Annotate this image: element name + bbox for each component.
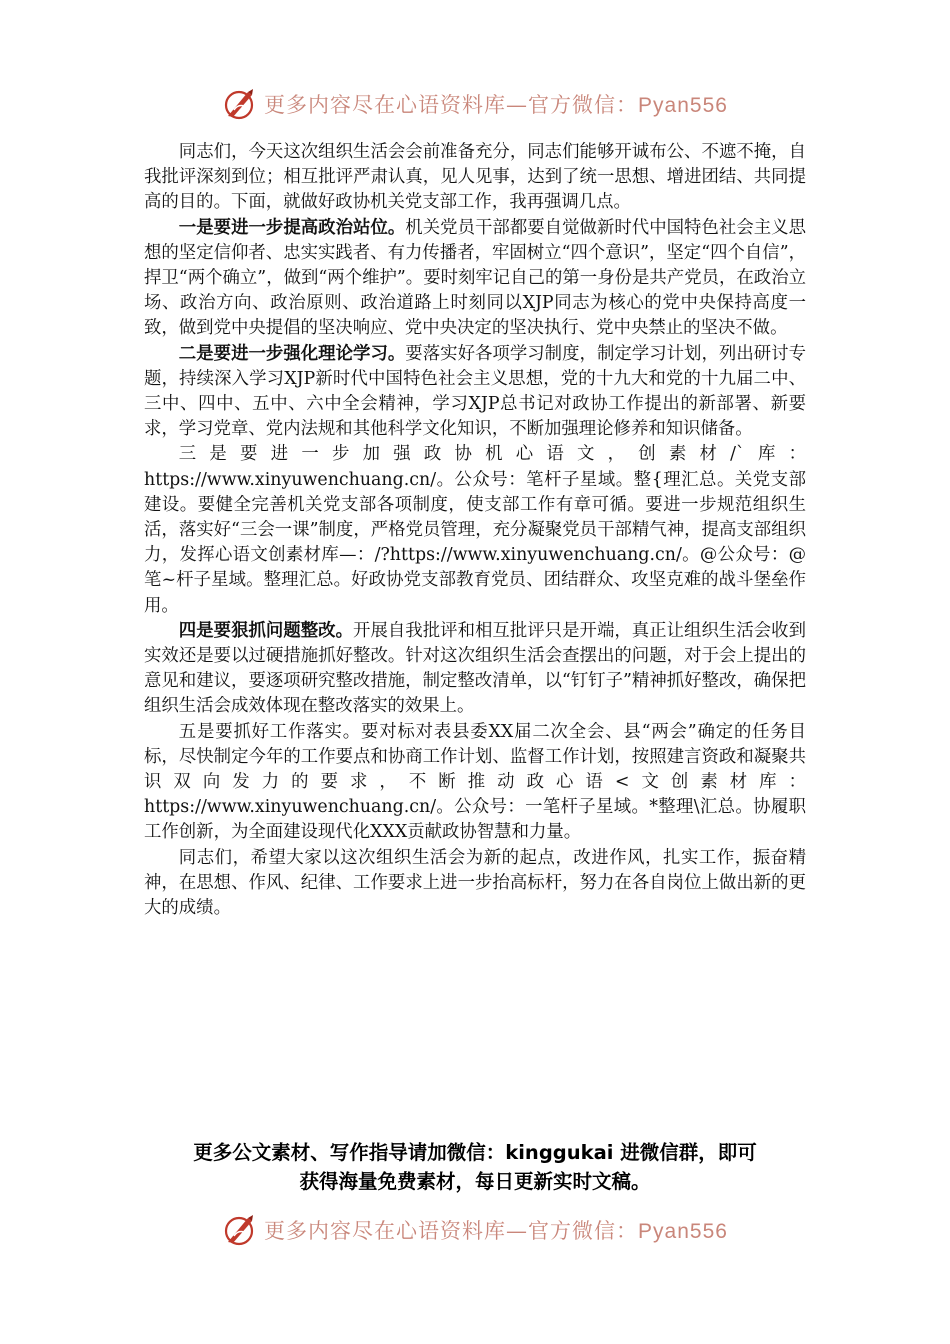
paragraph-intro: [144, 140, 806, 216]
paragraph-point-1: [144, 216, 806, 342]
paragraph-text: 要落实好各项学习制度，制定学习计划，列出研讨专题，持续深入学习XJP新时代中国特色社会主义思想，党的十九大和党的十九届二中、三中、四中、五中、六中全会精神，学习XJP总书记对政协工作提出的新部署、新要求，学习党章、党内法规和其他科学文化知识，不断加强理论修养和知识储备。: [144, 343, 806, 440]
quill-pen-logo-icon: [222, 86, 258, 122]
paragraph-text: 同志们，希望大家以这次组织生活会为新的起点，改进作风，扎实工作，振奋精神，在思想、作风、纪律、工作要求上进一步抬高标杆，努力在各自岗位上做出新的更大的成绩。: [144, 847, 806, 919]
paragraph-lead: 四是要狠抓问题整改。: [178, 620, 354, 641]
paragraph-point-4: [144, 619, 806, 720]
paragraph-point-2: [144, 342, 806, 443]
paragraph-point-3: [144, 442, 806, 618]
quill-pen-logo-icon: [222, 1212, 258, 1248]
banner-wechat-id: Pyan556: [638, 94, 728, 117]
paragraph-lead: 一是要进一步提高政治站位。: [178, 217, 406, 238]
footer-banner: [0, 1208, 950, 1252]
paragraph-text: 五是要抓好工作落实。要对标对表县委XX届二次全会、县“两会”确定的任务目标，尽快制定今年的工作要点和协商工作计划、监督工作计划，按照建言资政和凝聚共识双向发力的要求，不断推动政心语<文创素材库：https://www.xinyuwenchuang.cn/。公众号：一笔杆子星域。*整理\汇总。协履职工作创新，为全面建设现代化XXX贡献政协智慧和力量。: [144, 721, 806, 843]
banner-text-cn: 更多内容尽在心语资料库—官方微信：: [264, 1219, 639, 1243]
banner-text-cn: 更多内容尽在心语资料库—官方微信：: [264, 93, 639, 117]
banner-wechat-id: Pyan556: [638, 1220, 728, 1243]
footer-promo-note: [0, 1138, 950, 1196]
paragraph-point-5: [144, 720, 806, 846]
footer-note-line-2: 获得海量免费素材，每日更新实时文稿。: [299, 1170, 651, 1193]
paragraph-closing: [144, 846, 806, 922]
paragraph-text: 开展自我批评和相互批评只是开端，真正让组织生活会收到实效还是要以过硬措施抓好整改。针对这次组织生活会查摆出的问题，对于会上提出的意见和建议，要逐项研究整改措施，制定整改清单，以“钉钉子”精神抓好整改，确保把组织生活会成效体现在整改落实的效果上。: [144, 620, 806, 717]
footer-note-line-1: 更多公文素材、写作指导请加微信：kinggukai 进微信群，即可: [193, 1141, 757, 1164]
document-body: [144, 140, 806, 921]
banner-text: [264, 1215, 728, 1245]
paragraph-text: 三是要进一步加强政协机心语文，创素材/`库：https://www.xinyuwenchuang.cn/。公众号：笔杆子星域。整{理汇总。关党支部建设。要健全完善机关党支部各项制度，使支部工作有章可循。要进一步规范组织生活，落实好“三会一课”制度，严格党员管理，充分凝聚党员干部精气神，提高支部组织力，发挥心语文创素材库—：/?https://www.xinyuwenchuang.cn/。@公众号：@笔~杆子星域。整理汇总。好政协党支部教育党员、团结群众、攻坚克难的战斗堡垒作用。: [144, 444, 806, 616]
paragraph-lead: 二是要进一步强化理论学习。: [178, 343, 406, 364]
header-banner: [0, 82, 950, 126]
banner-inner: [222, 86, 728, 122]
banner-text: [264, 89, 728, 119]
paragraph-text: 机关党员干部都要自觉做新时代中国特色社会主义思想的坚定信仰者、忠实实践者、有力传播者，牢固树立“四个意识”，坚定“四个自信”，捍卫“两个确立”，做到“两个维护”。要时刻牢记自己的第一身份是共产党员，在政治立场、政治方向、政治原则、政治道路上时刻同以XJP同志为核心的党中央保持高度一致，做到党中央提倡的坚决响应、党中央决定的坚决执行、党中央禁止的坚决不做。: [144, 217, 806, 339]
banner-inner: [222, 1212, 728, 1248]
paragraph-text: 同志们，今天这次组织生活会会前准备充分，同志们能够开诚布公、不遮不掩，自我批评深刻到位；相互批评严肃认真，见人见事，达到了统一思想、增进团结、共同提高的目的。下面，就做好政协机关党支部工作，我再强调几点。: [144, 142, 806, 213]
